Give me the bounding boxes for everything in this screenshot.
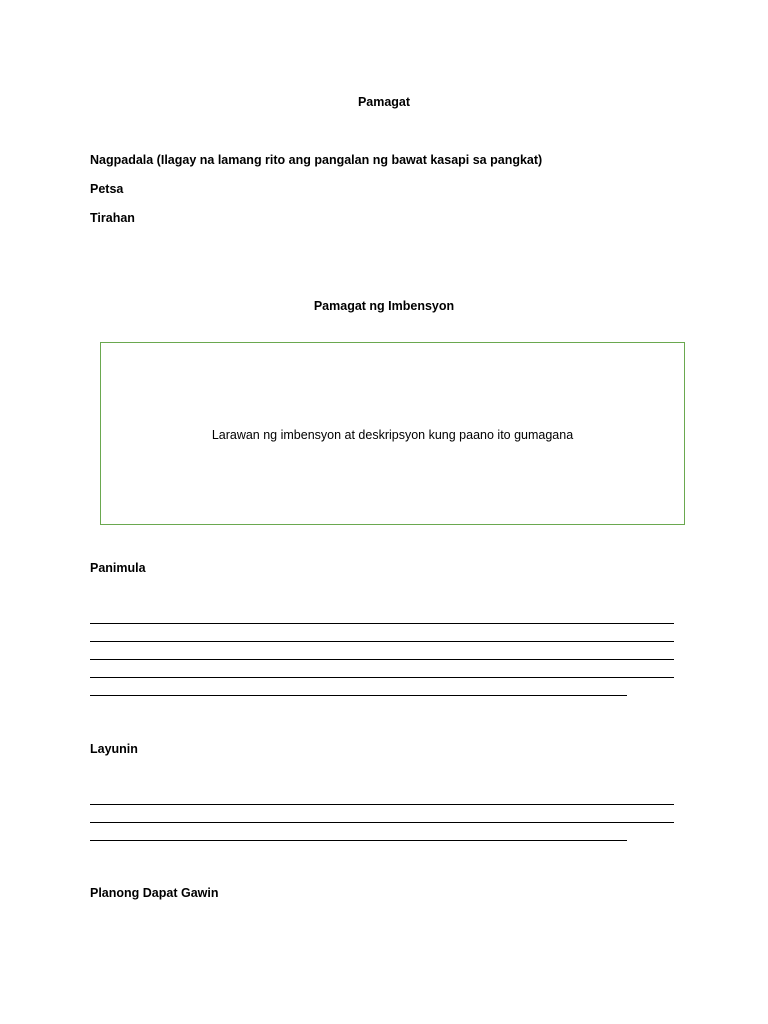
introduction-writing-line: [90, 659, 674, 660]
invention-image-box: [100, 342, 685, 525]
sender-label: Nagpadala (Ilagay na lamang rito ang pangalan ng bawat kasapi sa pangkat): [90, 153, 543, 167]
date-label: Petsa: [90, 182, 124, 196]
document-title: Pamagat: [357, 95, 411, 109]
objective-heading: Layunin: [90, 742, 138, 756]
objective-writing-line: [90, 822, 674, 823]
plan-heading: Planong Dapat Gawin: [90, 886, 219, 900]
objective-writing-line: [90, 840, 627, 841]
invention-box-text: Larawan ng imbensyon at deskripsyon kung paano ito gumagana: [211, 428, 574, 442]
introduction-writing-line: [90, 623, 674, 624]
introduction-writing-line: [90, 677, 674, 678]
objective-writing-line: [90, 804, 674, 805]
address-label: Tirahan: [90, 211, 135, 225]
introduction-heading: Panimula: [90, 561, 146, 575]
introduction-writing-line: [90, 695, 627, 696]
invention-title: Pamagat ng Imbensyon: [313, 299, 455, 313]
introduction-writing-line: [90, 641, 674, 642]
